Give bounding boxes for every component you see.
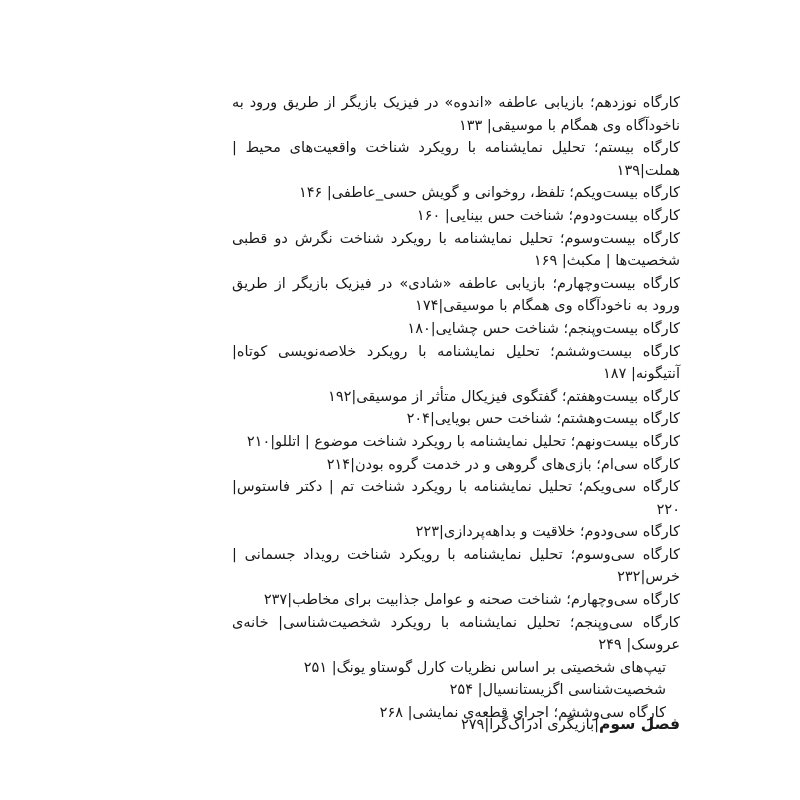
chapter-title: |بازیگری ادراک‌گرا|۲۷۹	[460, 717, 600, 733]
toc-entry[interactable]: کارگاه سی‌وچهارم؛ شناخت صحنه و عوامل جذابیت برای مخاطب|۲۳۷	[263, 592, 680, 609]
toc-entry[interactable]: کارگاه بیست‌وچهارم؛ بازیابی عاطفه «شادی» در فیزیک بازیگر از طریق ورود به ناخودآگاه وی همگام با موسیقی|۱۷۴	[232, 275, 680, 315]
chapter-label: فصل سوم	[599, 715, 680, 733]
toc-entry[interactable]: کارگاه سی‌وسوم؛ تحلیل نمایشنامه با رویکرد شناخت رویداد جسمانی |خرس|۲۳۲	[232, 546, 680, 586]
toc-entry[interactable]: کارگاه بیست‌ویکم؛ تلفظ، روخوانی و گویش حسی_عاطفی| ۱۴۶	[298, 185, 680, 202]
toc-entry[interactable]: کارگاه بیستم؛ تحلیل نمایشنامه با رویکرد شناخت واقعیت‌های محیط | هملت|۱۳۹	[232, 140, 680, 179]
toc-entry[interactable]: کارگاه بیست‌وسوم؛ تحلیل نمایشنامه با رویکرد شناخت نگرش دو قطبی شخصیت‌ها | مکبث| ۱۶۹	[232, 230, 680, 270]
toc-entry[interactable]: کارگاه سی‌ویکم؛ تحلیل نمایشنامه با رویکرد شناخت تم | دکتر فاستوس|۲۲۰	[232, 479, 680, 518]
toc-subentry[interactable]: کارگاه سی‌وششم؛ اجرای قطعه‌ی نمایشی| ۲۶۸	[379, 705, 666, 722]
table-of-contents	[232, 92, 680, 725]
toc-entry[interactable]: کارگاه نوزدهم؛ بازیابی عاطفه «اندوه» در فیزیک بازیگر از طریق ورود به ناخودآگاه وی همگام با موسیقی| ۱۳۳	[232, 95, 680, 134]
toc-entry[interactable]: کارگاه سی‌وپنجم؛ تحلیل نمایشنامه با رویکرد شخصیت‌شناسی| خانه‌ی عروسک| ۲۴۹	[232, 614, 680, 654]
toc-entry[interactable]: کارگاه بیست‌وهشتم؛ شناخت حس بویایی|۲۰۴	[406, 411, 680, 428]
toc-subentry[interactable]: تیپ‌های شخصیتی بر اساس نظریات کارل گوستاو یونگ| ۲۵۱	[303, 659, 666, 676]
toc-entry[interactable]: کارگاه سی‌ودوم؛ خلاقیت و بداهه‌پردازی|۲۲۳	[415, 524, 680, 541]
toc-entry[interactable]: کارگاه بیست‌ودوم؛ شناخت حس بینایی| ۱۶۰	[416, 207, 680, 224]
toc-entry[interactable]: کارگاه بیست‌ونهم؛ تحلیل نمایشنامه با رویکرد شناخت موضوع | اتللو|۲۱۰	[246, 433, 680, 450]
toc-entry[interactable]: کارگاه بیست‌وهفتم؛ گفتگوی فیزیکال متأثر از موسیقی|۱۹۲	[328, 388, 680, 405]
chapter-heading[interactable]	[232, 712, 680, 737]
toc-entry[interactable]: کارگاه بیست‌وششم؛ تحلیل نمایشنامه با رویکرد خلاصه‌نویسی کوتاه| آنتیگونه| ۱۸۷	[232, 343, 680, 383]
toc-entry[interactable]: کارگاه بیست‌وپنجم؛ شناخت حس چشایی|۱۸۰	[407, 320, 680, 337]
toc-entry[interactable]: کارگاه سی‌ام؛ بازی‌های گروهی و در خدمت گروه بودن|۲۱۴	[326, 456, 680, 473]
toc-subentry[interactable]: شخصیت‌شناسی اگزیستانسیال| ۲۵۴	[449, 682, 666, 699]
